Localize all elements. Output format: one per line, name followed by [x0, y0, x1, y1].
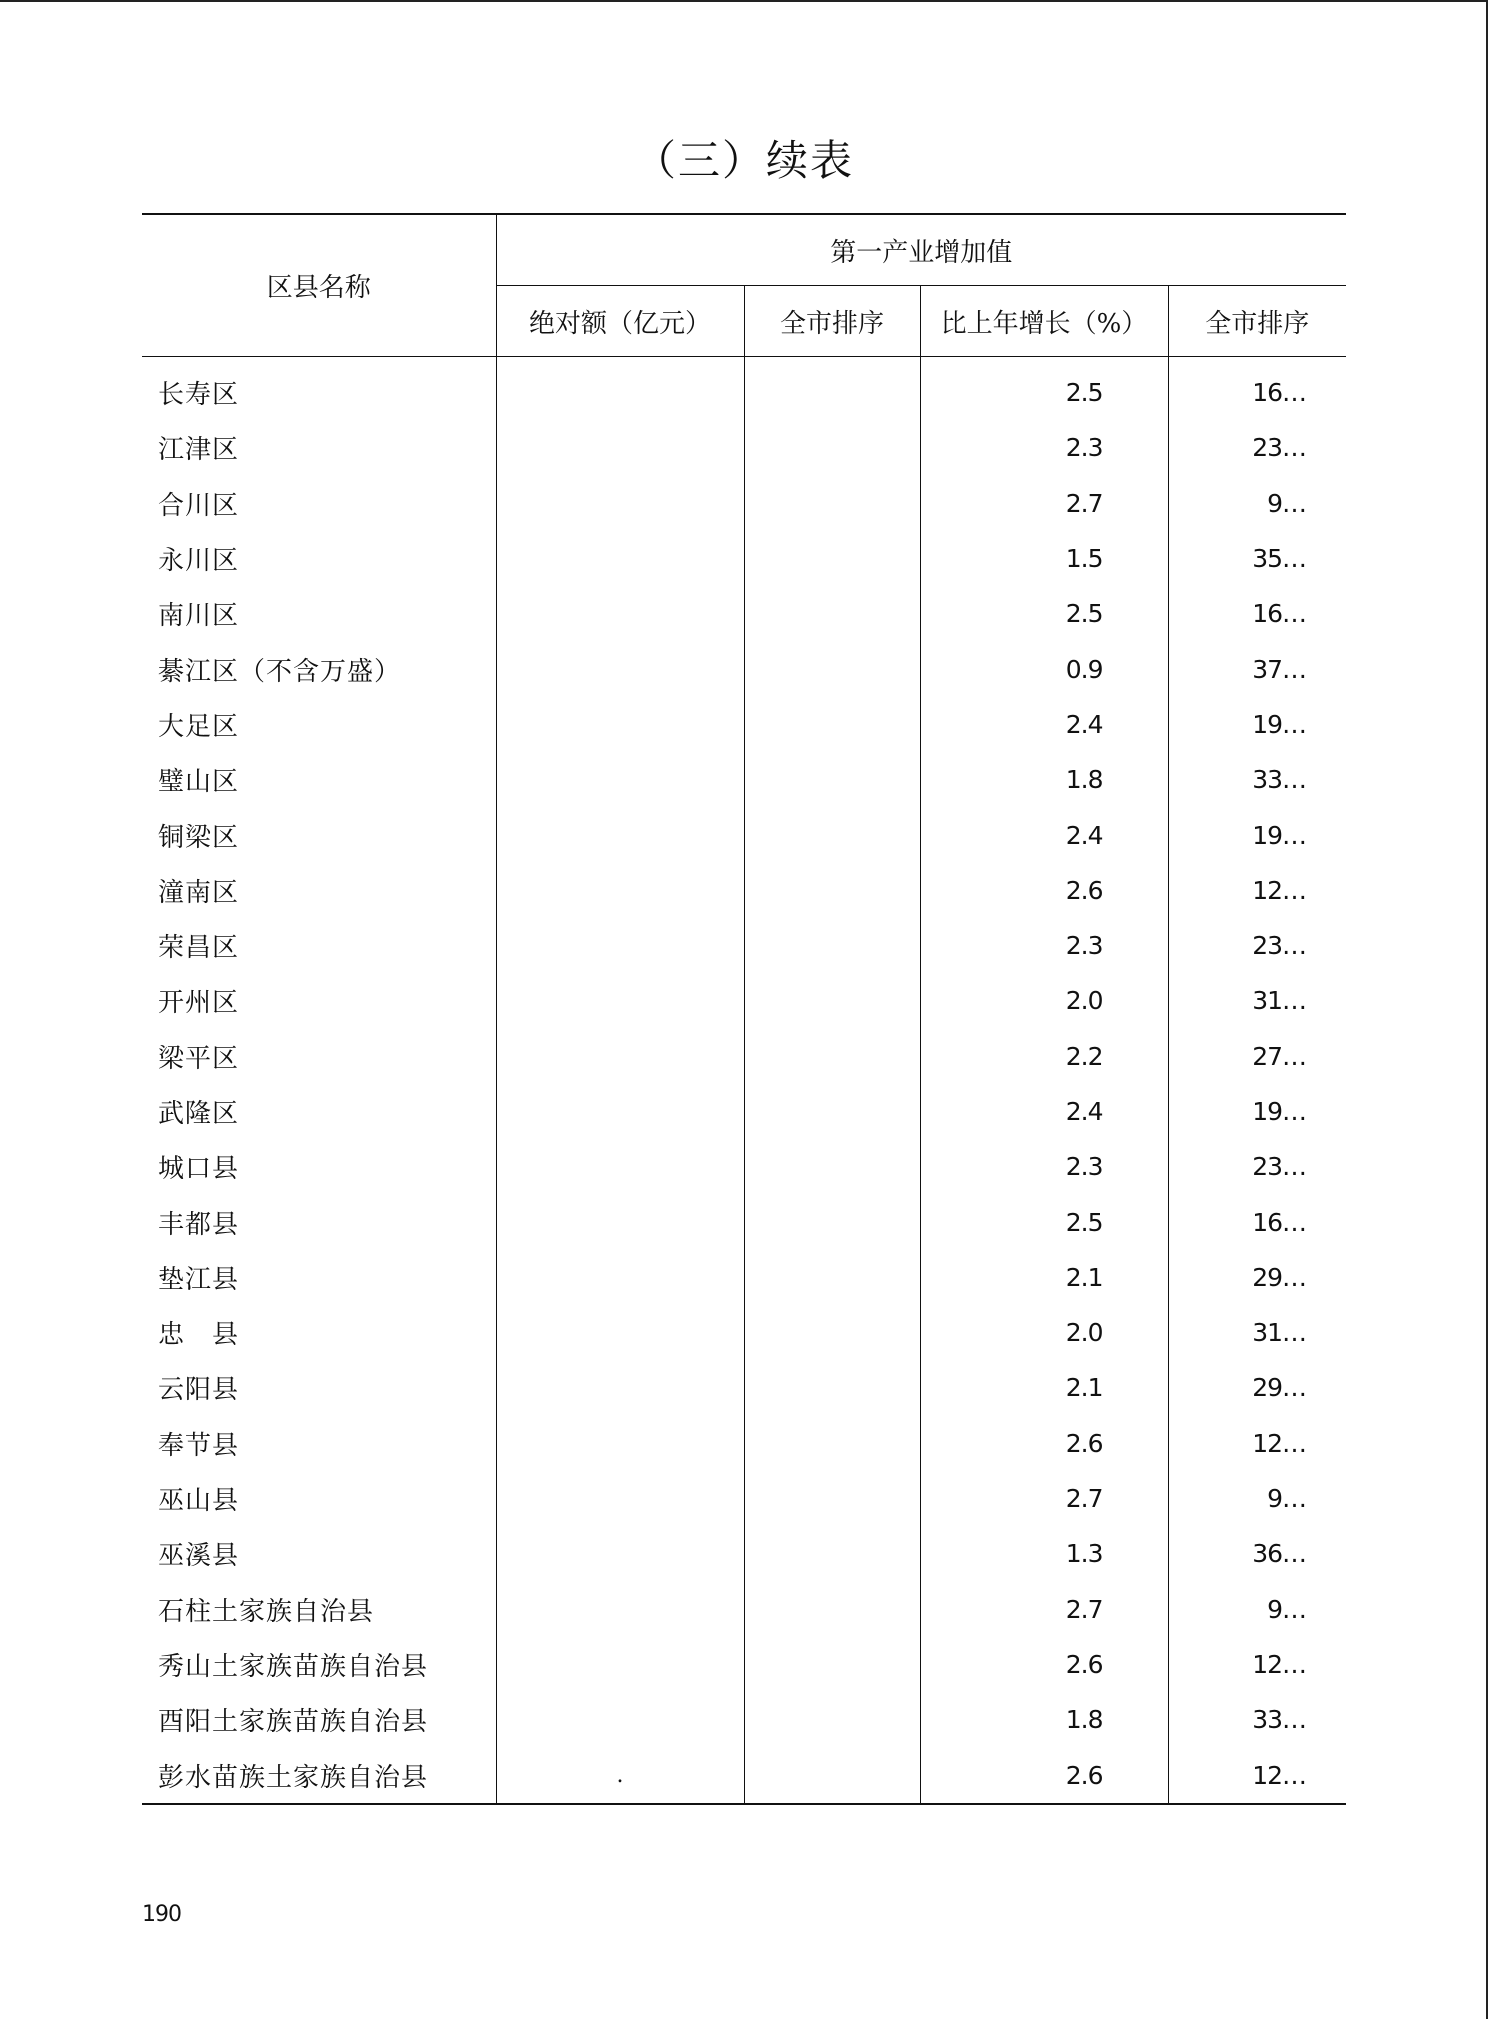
region-name-cell: 开州区	[142, 973, 496, 1028]
table-row	[142, 1582, 1346, 1637]
region-name-cell: 大足区	[142, 697, 496, 752]
absolute-value-cell	[496, 1305, 744, 1360]
growth-rank-cell: 16…	[1252, 1207, 1307, 1237]
table-row	[142, 863, 1346, 918]
table-row	[142, 420, 1346, 475]
absolute-rank-cell	[744, 476, 920, 531]
table-row	[142, 1084, 1346, 1139]
absolute-value-cell	[496, 752, 744, 807]
absolute-rank-cell	[744, 1360, 920, 1415]
page-number: 190	[142, 1902, 181, 1927]
absolute-rank-cell	[744, 863, 920, 918]
region-name-cell: 璧山区	[142, 752, 496, 807]
table-row	[142, 918, 1346, 973]
growth-rank-cell: 31…	[1252, 1318, 1307, 1348]
absolute-value-cell	[496, 641, 744, 696]
page-top-border	[0, 0, 1488, 2]
growth-value-cell: 2.6	[920, 1637, 1168, 1692]
growth-value-cell: 2.7	[920, 1582, 1168, 1637]
growth-rank-cell: 33…	[1252, 765, 1307, 795]
growth-value-cell: 2.6	[920, 1416, 1168, 1471]
growth-value-cell: 0.9	[920, 641, 1168, 696]
absolute-value-cell	[496, 1582, 744, 1637]
region-name-cell: 武隆区	[142, 1084, 496, 1139]
growth-value-cell: 2.4	[920, 697, 1168, 752]
absolute-value-cell	[496, 420, 744, 475]
growth-rank-cell: 12…	[1252, 1649, 1307, 1679]
table-row	[142, 531, 1346, 586]
region-name-cell: 江津区	[142, 420, 496, 475]
absolute-rank-cell	[744, 918, 920, 973]
absolute-rank-cell	[744, 1471, 920, 1526]
absolute-rank-cell	[744, 973, 920, 1028]
absolute-rank-cell	[744, 586, 920, 641]
absolute-value-cell	[496, 531, 744, 586]
growth-value-cell: 2.3	[920, 420, 1168, 475]
growth-rank-cell: 12…	[1168, 1747, 1346, 1803]
growth-value-cell: 1.5	[920, 531, 1168, 586]
table-row	[142, 1637, 1346, 1692]
growth-value-cell: 2.5	[920, 1194, 1168, 1249]
absolute-rank-cell	[744, 641, 920, 696]
region-name-cell: 秀山土家族苗族自治县	[142, 1637, 496, 1692]
table-row	[142, 1360, 1346, 1415]
growth-rank-cell: 35…	[1252, 544, 1307, 574]
region-name-cell: 长寿区	[142, 357, 496, 421]
growth-value-cell: 2.7	[920, 476, 1168, 531]
absolute-value-cell	[496, 697, 744, 752]
absolute-rank-cell	[744, 697, 920, 752]
growth-value-cell: 2.6	[920, 863, 1168, 918]
region-name-cell: 荣昌区	[142, 918, 496, 973]
growth-rank-cell: 16…	[1252, 378, 1307, 408]
table-row	[142, 1029, 1346, 1084]
absolute-rank-cell	[744, 1084, 920, 1139]
region-name-cell: 巫溪县	[142, 1526, 496, 1581]
table-row	[142, 476, 1346, 531]
growth-value-cell: 2.0	[920, 973, 1168, 1028]
growth-rank-cell: 12…	[1252, 875, 1307, 905]
absolute-value-cell	[496, 1637, 744, 1692]
region-name-cell: 城口县	[142, 1139, 496, 1194]
growth-value-cell: 1.8	[920, 1692, 1168, 1747]
absolute-value-cell	[496, 1416, 744, 1471]
growth-value-cell: 2.4	[920, 807, 1168, 862]
growth-rank-cell: 19…	[1252, 1097, 1307, 1126]
table-body	[142, 357, 1346, 1804]
growth-value-cell: 2.2	[920, 1029, 1168, 1084]
absolute-value-cell	[496, 586, 744, 641]
growth-rank-cell: 16…	[1252, 599, 1307, 629]
table-row	[142, 1416, 1346, 1471]
absolute-rank-cell	[744, 807, 920, 862]
growth-rank-cell: 27…	[1252, 1041, 1307, 1071]
absolute-value-cell	[496, 807, 744, 862]
region-name-cell: 丰都县	[142, 1194, 496, 1249]
growth-rank-cell: 19…	[1252, 820, 1307, 850]
absolute-value-cell	[496, 1360, 744, 1415]
region-name-cell: 彭水苗族土家族自治县	[142, 1747, 496, 1803]
table-row	[142, 1747, 1346, 1803]
growth-rank-cell: 9…	[1267, 1484, 1307, 1514]
statistics-table	[142, 213, 1346, 1805]
growth-value-cell: 2.3	[920, 1139, 1168, 1194]
absolute-rank-cell	[744, 1526, 920, 1581]
growth-value-cell: 2.5	[920, 586, 1168, 641]
absolute-rank-cell	[744, 1582, 920, 1637]
absolute-rank-cell	[744, 1194, 920, 1249]
absolute-value-cell	[496, 1194, 744, 1249]
absolute-rank-cell	[744, 1139, 920, 1194]
table-row	[142, 1471, 1346, 1526]
growth-value-cell: 1.8	[920, 752, 1168, 807]
absolute-rank-cell	[744, 1250, 920, 1305]
absolute-value-cell	[496, 357, 744, 421]
growth-rank-cell: 12…	[1252, 1428, 1307, 1458]
absolute-rank-cell	[744, 1416, 920, 1471]
region-name-cell: 忠 县	[142, 1305, 496, 1360]
table-row	[142, 1305, 1346, 1360]
group-column-header: 第一产业增加值	[496, 214, 1346, 286]
absolute-value-cell	[496, 1250, 744, 1305]
table-row	[142, 586, 1346, 641]
absolute-value-cell	[496, 1029, 744, 1084]
region-name-cell: 梁平区	[142, 1029, 496, 1084]
region-name-cell: 南川区	[142, 586, 496, 641]
growth-rank-cell: 9…	[1267, 1594, 1307, 1624]
table-row	[142, 807, 1346, 862]
growth-value-cell: 2.0	[920, 1305, 1168, 1360]
absolute-rank-cell	[744, 752, 920, 807]
table-row	[142, 697, 1346, 752]
growth-value-cell: 2.7	[920, 1471, 1168, 1526]
absolute-value-cell	[496, 863, 744, 918]
table-row	[142, 1526, 1346, 1581]
region-name-cell: 奉节县	[142, 1416, 496, 1471]
region-name-cell: 垫江县	[142, 1250, 496, 1305]
growth-column-header: 比上年增长（%）	[920, 286, 1168, 357]
absolute-rank-cell	[744, 531, 920, 586]
region-name-cell: 綦江区（不含万盛）	[142, 641, 496, 696]
region-name-cell: 酉阳土家族苗族自治县	[142, 1692, 496, 1747]
growth-rank-cell: 9…	[1267, 488, 1307, 518]
growth-rank-cell: 36…	[1252, 1539, 1307, 1569]
growth-rank-cell: 37…	[1252, 654, 1307, 684]
growth-rank-cell: 19…	[1252, 709, 1307, 739]
absolute-value-cell	[496, 1084, 744, 1139]
absolute-value-cell	[496, 1526, 744, 1581]
absolute-value-cell	[496, 1139, 744, 1194]
growth-rank-cell: 23…	[1252, 931, 1307, 961]
growth-value-cell: 2.3	[920, 918, 1168, 973]
table-row	[142, 641, 1346, 696]
region-name-cell: 石柱土家族自治县	[142, 1582, 496, 1637]
growth-rank-cell: 33…	[1252, 1705, 1307, 1735]
growth-value-cell: 1.3	[920, 1526, 1168, 1581]
growth-value-cell: 2.1	[920, 1360, 1168, 1415]
growth-value-cell: 2.4	[920, 1084, 1168, 1139]
absolute-value-cell	[496, 1692, 744, 1747]
growth-rank-cell: 29…	[1252, 1373, 1307, 1403]
region-column-header: 区县名称	[142, 214, 496, 357]
absolute-rank-cell	[744, 1692, 920, 1747]
absolute-rank-cell	[744, 1305, 920, 1360]
region-name-cell: 巫山县	[142, 1471, 496, 1526]
table-row	[142, 1139, 1346, 1194]
absolute-rank-cell	[744, 1747, 920, 1803]
growth-rank-column-header: 全市排序	[1168, 286, 1346, 357]
table-row	[142, 1250, 1346, 1305]
region-name-cell: 云阳县	[142, 1360, 496, 1415]
region-name-cell: 潼南区	[142, 863, 496, 918]
absolute-value-cell	[496, 973, 744, 1028]
absolute-rank-cell	[744, 1029, 920, 1084]
table-header	[142, 214, 1346, 357]
absolute-value-cell	[496, 476, 744, 531]
table-row	[142, 973, 1346, 1028]
growth-value-cell: 2.6	[920, 1747, 1168, 1803]
region-name-cell: 合川区	[142, 476, 496, 531]
absolute-rank-column-header: 全市排序	[744, 286, 920, 357]
absolute-value-cell: .	[496, 1747, 744, 1803]
table-row	[142, 357, 1346, 421]
absolute-rank-cell	[744, 1637, 920, 1692]
absolute-rank-cell	[744, 357, 920, 421]
growth-rank-cell: 23…	[1252, 1152, 1307, 1182]
growth-value-cell: 2.1	[920, 1250, 1168, 1305]
table-row	[142, 752, 1346, 807]
region-name-cell: 铜梁区	[142, 807, 496, 862]
growth-rank-cell: 31…	[1252, 986, 1307, 1016]
region-name-cell: 永川区	[142, 531, 496, 586]
table-row	[142, 1692, 1346, 1747]
absolute-column-header: 绝对额（亿元）	[496, 286, 744, 357]
absolute-value-cell	[496, 1471, 744, 1526]
table-row	[142, 1194, 1346, 1249]
growth-rank-cell: 23…	[1252, 433, 1307, 463]
page-title: （三）续表	[633, 136, 854, 185]
growth-rank-cell: 29…	[1252, 1262, 1307, 1292]
growth-value-cell: 2.5	[920, 357, 1168, 421]
absolute-rank-cell	[744, 420, 920, 475]
absolute-value-cell	[496, 918, 744, 973]
